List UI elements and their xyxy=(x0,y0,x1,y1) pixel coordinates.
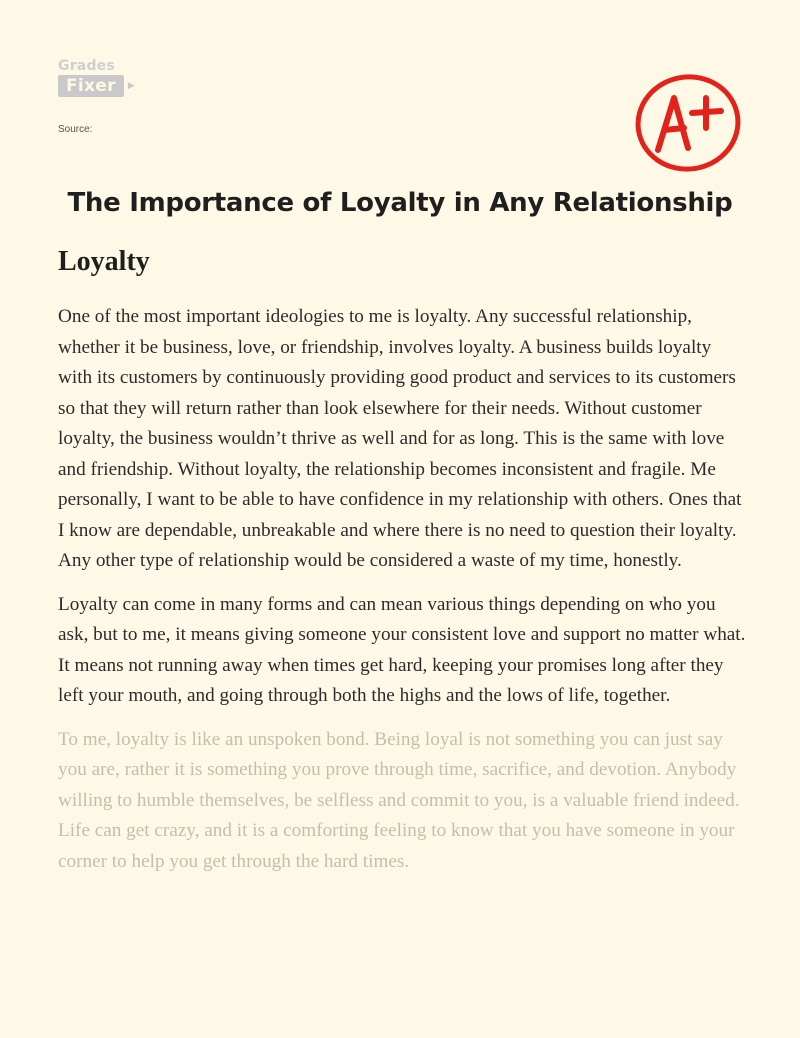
essay-body xyxy=(58,302,748,890)
grade-seal-icon xyxy=(628,68,748,178)
paragraph: Loyalty can come in many forms and can mean various things depending on who you ask, but to me, it means giving someone your consistent love and support no matter what. It means not running away when times get hard, keeping your promises long after they left your mouth, and going through both the highs and the lows of life, together. xyxy=(58,593,746,706)
section-heading: Loyalty xyxy=(58,246,150,277)
fade-overlay xyxy=(0,880,800,1038)
paragraph: To me, loyalty is like an unspoken bond. Being loyal is not something you can just say you are, rather it is something you prove through time, sacrifice, and devotion. Anybody willing to humble themselves, be selfless and commit to you, is a valuable friend indeed. Life can get crazy, and it is a comforting feeling to know that you have someone in your corner to help you get through the hard times. xyxy=(58,728,740,872)
gradesfixer-logo[interactable] xyxy=(58,58,135,97)
play-triangle-icon: ▶ xyxy=(127,81,135,91)
page-title: The Importance of Loyalty in Any Relationship xyxy=(67,188,733,218)
paragraph: One of the most important ideologies to me is loyalty. Any successful relationship, whether it be business, love, or friendship, involves loyalty. A business builds loyalty with its customers by continuously providing good product and services to its customers so that they will return rather than look elsewhere for their needs. Without customer loyalty, the business wouldn’t thrive as well and for as long. This is the same with love and friendship. Without loyalty, the relationship becomes inconsistent and fragile. Me personally, I want to be able to have confidence in my relationship with others. Ones that I know are dependable, unbreakable and where there is no need to question their loyalty. Any other type of relationship would be considered a waste of my time, honestly. xyxy=(58,306,742,571)
logo-line1: Grades xyxy=(58,58,115,74)
logo-line2: Fixer xyxy=(58,75,124,97)
source-label: Source: xyxy=(58,124,93,135)
